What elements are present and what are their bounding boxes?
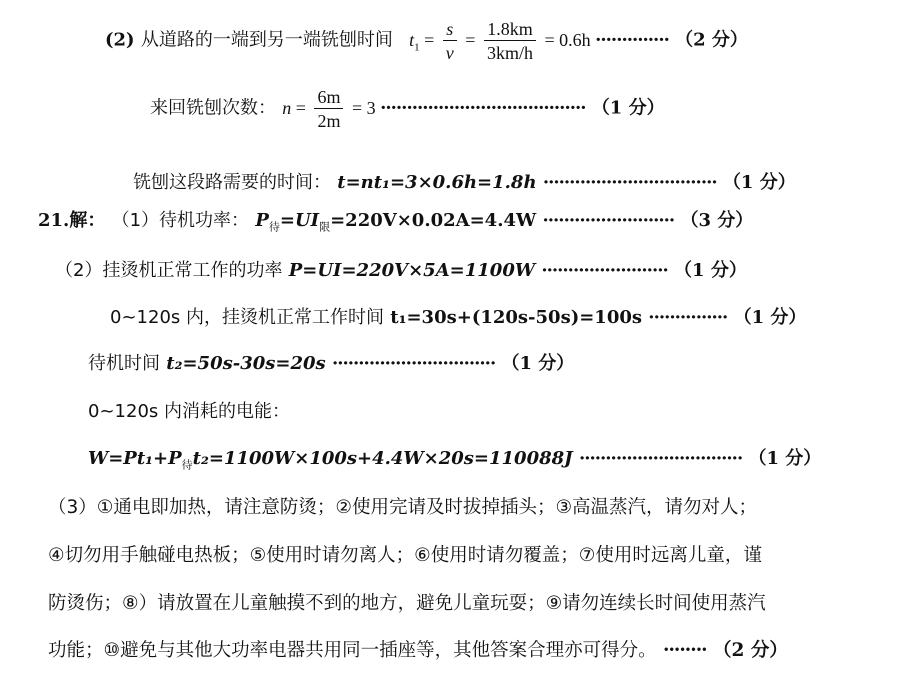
q20-line-count bbox=[150, 86, 665, 133]
subscript: 限 bbox=[319, 220, 331, 234]
dots: ··············· bbox=[648, 307, 728, 328]
dots: ························· bbox=[542, 210, 675, 231]
dots: ······························· bbox=[331, 353, 496, 374]
line-text: 0~120s 内，挂烫机正常工作时间 bbox=[110, 307, 384, 328]
score: （1 分） bbox=[591, 97, 665, 119]
fraction-count bbox=[314, 86, 343, 133]
dots: ······································· bbox=[380, 97, 586, 119]
question-head: 21.解： bbox=[38, 210, 106, 231]
score: （2 分） bbox=[675, 29, 748, 51]
n-var: n bbox=[282, 97, 292, 118]
q21-line-power bbox=[55, 258, 747, 284]
subscript: 待 bbox=[181, 458, 193, 472]
eq-sign: = bbox=[424, 29, 435, 50]
safety-text: 功能；⑩避免与其他大功率电器共用同一插座等，其他答案合理亦可得分。 bbox=[48, 640, 657, 661]
safety-text: 防烫伤；⑧）请放置在儿童触摸不到的地方，避免儿童玩耍；⑨请勿连续长时间使用蒸汽 bbox=[48, 593, 766, 614]
eq-sign: = bbox=[465, 29, 476, 50]
line-text: 0~120s 内消耗的电能： bbox=[88, 401, 290, 422]
dots: ························ bbox=[541, 260, 668, 281]
q20-line-total bbox=[133, 170, 796, 196]
line-text: 从道路的一端到另一端铣刨时间 bbox=[140, 29, 393, 51]
q21-safety-line-4 bbox=[48, 638, 788, 664]
score: （1 分） bbox=[501, 353, 575, 374]
line-text: （2）挂烫机正常工作的功率 bbox=[55, 260, 283, 281]
frac-num: s bbox=[443, 18, 457, 41]
score: （1 分） bbox=[733, 307, 807, 328]
frac-den: 3km/h bbox=[486, 43, 533, 63]
q20-line-time bbox=[105, 18, 748, 65]
formula-part: =UI bbox=[279, 210, 320, 231]
result: = 0.6h bbox=[544, 29, 591, 50]
t1-sub: 1 bbox=[414, 41, 420, 54]
result: = 3 bbox=[351, 97, 376, 118]
line-text: 铣刨这段路需要的时间： bbox=[133, 172, 331, 193]
q21-line-work-time bbox=[110, 305, 806, 331]
q21-line-standby-time bbox=[88, 351, 574, 377]
q21-line-energy-label bbox=[88, 399, 290, 425]
score: （1 分） bbox=[748, 448, 822, 469]
fraction-values bbox=[484, 18, 536, 65]
dots: ········ bbox=[663, 640, 707, 661]
score: （1 分） bbox=[674, 260, 747, 281]
frac-den: v bbox=[445, 43, 454, 63]
safety-text: ④切勿用手触碰电热板；⑤使用时请勿离人；⑥使用时请勿覆盖；⑦使用时远离儿童，谨 bbox=[48, 545, 762, 566]
dots: ································· bbox=[542, 172, 717, 193]
formula-part: t₂=1100W×100s+4.4W×20s=110088J bbox=[192, 448, 573, 469]
dots: ·············· bbox=[595, 29, 669, 51]
score: （3 分） bbox=[680, 210, 754, 231]
part-label: (2) bbox=[105, 29, 135, 51]
eq-sign: = bbox=[295, 97, 306, 118]
safety-text: （3）①通电即加热，请注意防烫；②使用完请及时拔掉插头；③高温蒸汽，请勿对人； bbox=[48, 497, 758, 518]
t1-var: t bbox=[409, 29, 415, 50]
dots: ······························· bbox=[578, 448, 743, 469]
fraction-s-over-v bbox=[443, 18, 457, 65]
q21-line-energy bbox=[88, 446, 821, 479]
subscript: 待 bbox=[268, 220, 280, 234]
frac-den: 2m bbox=[317, 111, 341, 131]
q21-line-standby-power bbox=[38, 208, 753, 241]
formula-part: W=Pt₁+P bbox=[88, 448, 182, 469]
formula: P=UI=220V×5A=1100W bbox=[288, 260, 536, 281]
formula: t₁=30s+(120s-50s)=100s bbox=[390, 307, 643, 328]
frac-num: 1.8km bbox=[484, 18, 536, 41]
line-text: 待机时间 bbox=[88, 353, 160, 374]
q21-safety-line-3 bbox=[48, 591, 766, 617]
formula: t=nt₁=3×0.6h=1.8h bbox=[337, 172, 537, 193]
formula-part: P bbox=[255, 210, 269, 231]
frac-num: 6m bbox=[314, 86, 343, 109]
formula-part: =220V×0.02A=4.4W bbox=[330, 210, 537, 231]
line-text: 来回铣刨次数： bbox=[150, 97, 276, 119]
line-text: （1）待机功率： bbox=[111, 210, 250, 231]
q21-safety-line-1 bbox=[48, 495, 757, 521]
q21-safety-line-2 bbox=[48, 543, 762, 569]
score: （2 分） bbox=[713, 640, 788, 661]
score: （1 分） bbox=[722, 172, 796, 193]
formula: t₂=50s-30s=20s bbox=[166, 353, 326, 374]
